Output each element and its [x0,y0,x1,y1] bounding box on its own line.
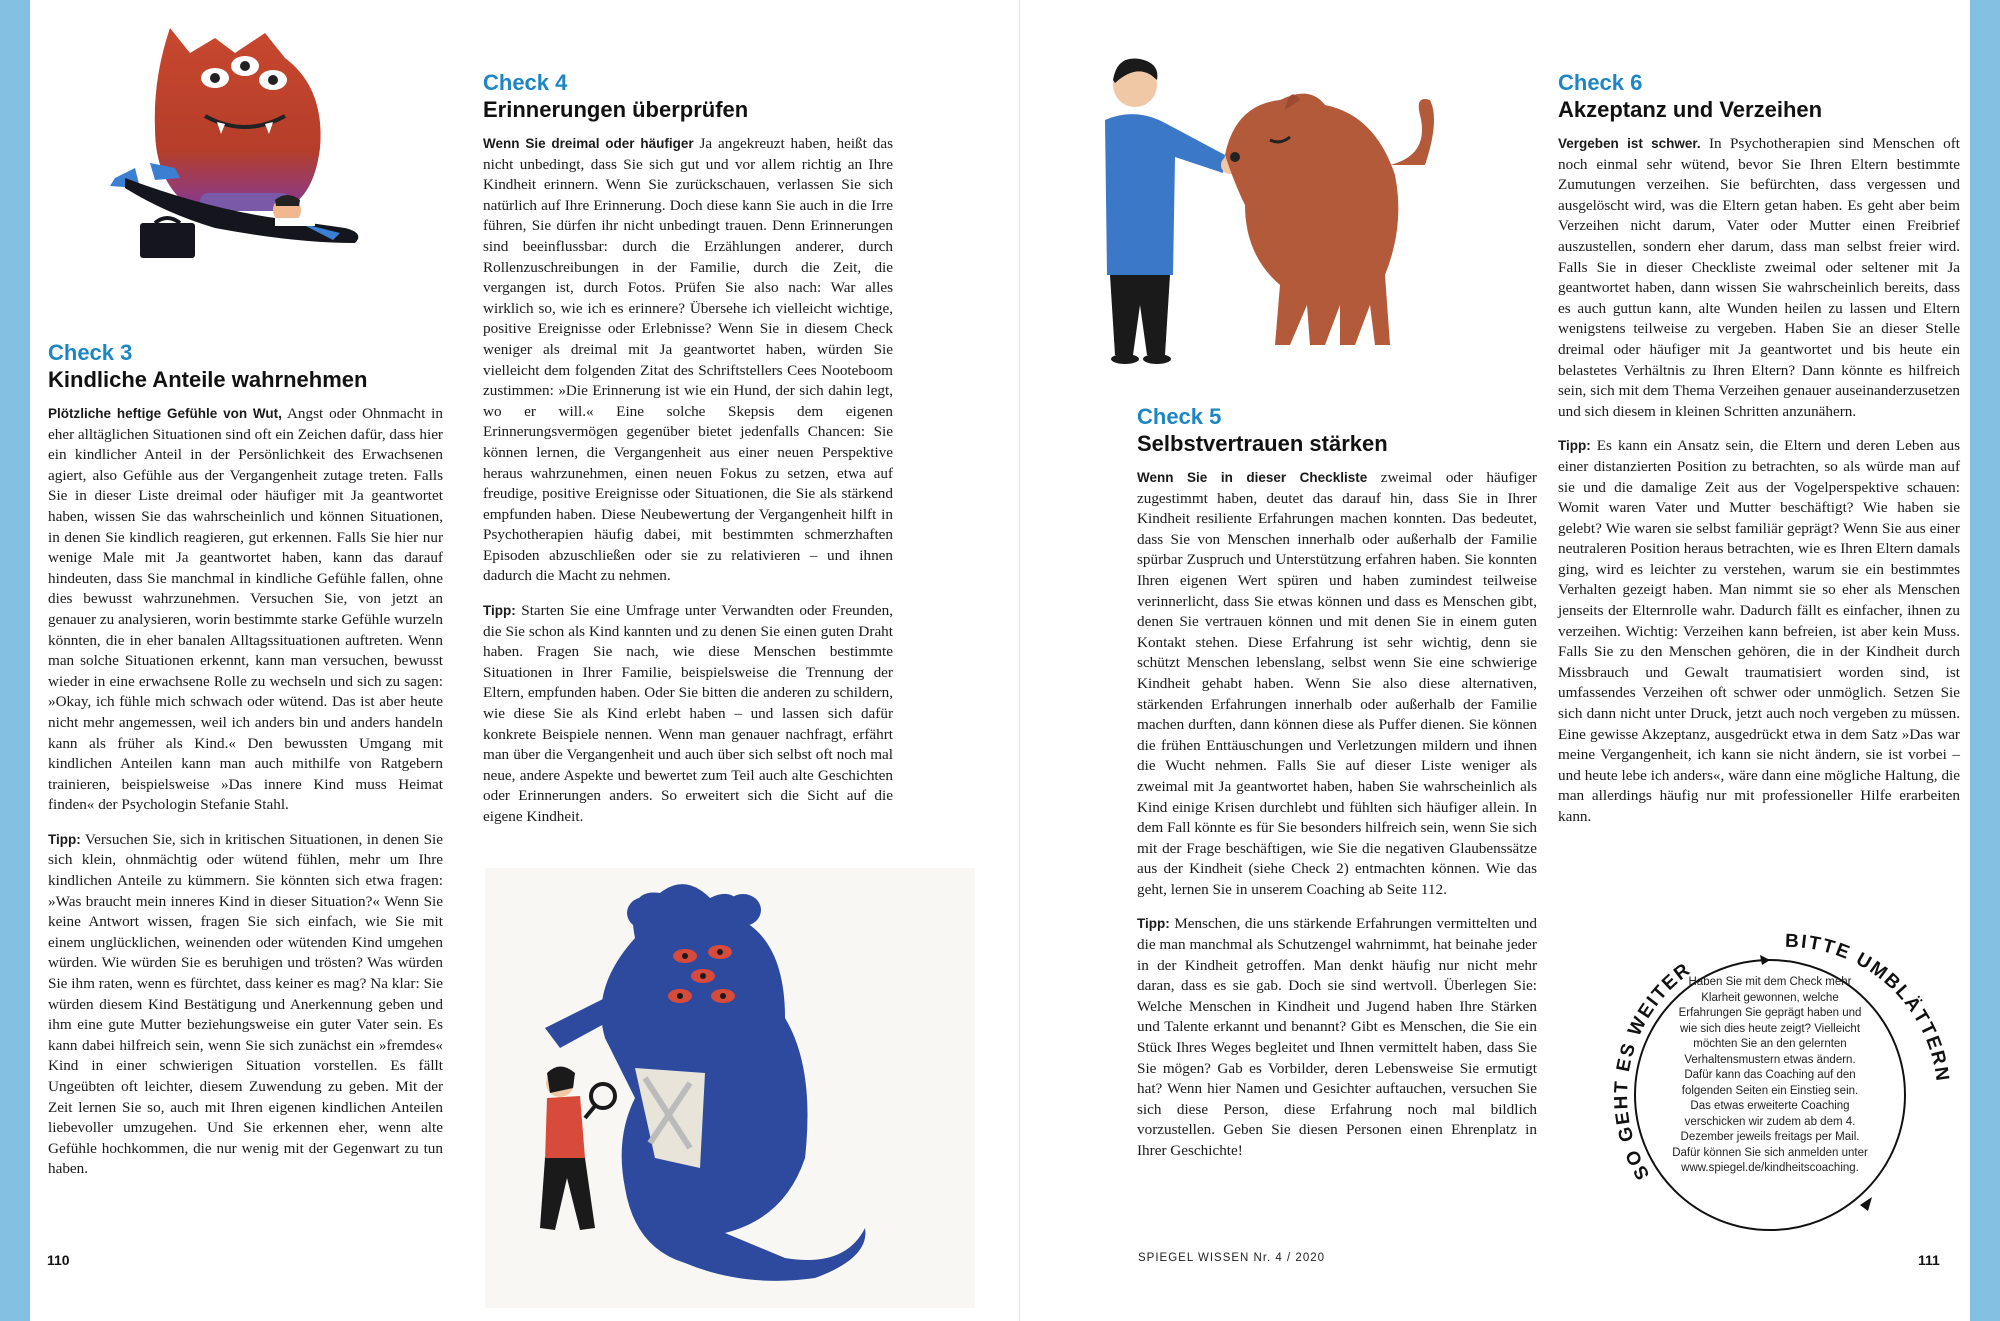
blue-monster-icon [485,868,975,1308]
man-with-dog-icon [1085,45,1485,375]
check4-body-paragraph [483,134,893,587]
check5-kicker: Check 5 [1137,404,1222,429]
check6-tip-label: Tipp: [1558,438,1591,454]
check4-tip-label: Tipp: [483,603,516,619]
check5-tip-label: Tipp: [1137,916,1170,932]
check3-section [48,340,443,1194]
check6-kicker: Check 6 [1558,70,1643,95]
check3-headline: Kindliche Anteile wahrnehmen [48,367,368,392]
check6-headline: Akzeptanz und Verzeihen [1558,97,1823,122]
page-number-right: 111 [1918,1252,1940,1268]
continue-box [1580,915,1960,1260]
check4-headline: Erinnerungen überprüfen [483,97,749,122]
check5-tip-paragraph [1137,914,1537,1161]
continue-arc-right: BITTE UMBLÄTTERN [1784,930,1953,1085]
check5-lead: Wenn Sie in dieser Checkliste [1137,470,1368,485]
check3-lead: Plötzliche heftige Gefühle von Wut, [48,406,282,421]
check5-body: zweimal oder häufiger zugestimmt haben, deutet das darauf hin, dass Sie in Ihrer Kindheit resiliente Erfahrungen machen konnten. Das bedeutet, dass Sie von Menschen innerhalb oder außerhalb der Familie spürbar Zuspruch und Unterstützung erfahren haben. Sie konnten Ihren eigenen Wert spüren und haben zumindest teilweise verinnerlicht, dass Sie etwas können und dass es Menschen gibt, denen Sie vertrauen können und mit denen Sie in einem guten Kontakt stehen. Diese Erfahrung ist sehr wichtig, denn sie schützt Menschen lebenslang, selbst wenn Sie eine schwierige Kindheit gehabt haben. Wenn Sie also diese alternativen, stärkenden Erfahrungen innerhalb oder außerhalb der Familie machen durften, dann können diese als Puffer dienen. Sie können die frühen Enttäuschungen und Verletzungen mildern und ihnen die Wucht nehmen. Falls Sie auf dieser Liste weniger als zweimal mit Ja geantwortet haben, haben Sie wahrscheinlich als Kind einige Krisen durchlebt und fühlten sich häufiger allein. In dem Fall könnte es für Sie besonders hilfreich sein, wenn Sie sich mit der Frage beschäftigen, wie Sie die negativen Glaubenssätze aus der Kindheit (siehe Check 2) entmachten können. Wie das geht, lernen Sie in unserem Coaching ab Seite 112. [1137,469,1537,898]
check4-lead: Wenn Sie dreimal oder häufiger [483,136,694,151]
check3-tip-label: Tipp: [48,831,81,847]
check3-body: Angst oder Ohnmacht in eher alltäglichen Situationen sind oft ein Zeichen dafür, dass hier ein kindlicher Anteil in der Persönlichkeit des Erwachsenen agiert, also Gefühle aus der Vergangenheit zutage treten. Falls Sie in dieser Liste dreimal oder häufiger mit Ja geantwortet haben, wissen Sie das wahrscheinlich und können Situationen, in denen Sie kindlich reagieren, gut erkennen. Falls Sie hier nur wenige Male mit Ja geantwortet haben, kann das darauf hindeuten, dass Sie manchmal in kindliche Gefühle fallen, ohne dies bewusst wahrzunehmen. Versuchen Sie, von jetzt an genauer zu analysieren, worin bestimmte starke Gefühle wurzeln könnten, die in eher banalen Alltagssituationen auftreten. Wenn man solche Situationen erkennt, kann man versuchen, bewusst wieder in eine erwachsene Rolle zu wechseln und sich zu sagen: »Okay, ich fühle mich schwach oder wütend. Das ist aber heute nicht mehr angemessen, weil ich anders bin und anders handeln kann als früher als Kind.« Den bewussten Umgang mit kindlichen Anteilen kann man auch mithilfe von Ratgebern trainieren, beispielsweise »Das innere Kind muss Heimat finden« der Psychologin Stefanie Stahl. [48,405,443,814]
check4-section [483,70,893,842]
check5-section [1137,404,1537,1176]
check3-body-paragraph [48,404,443,816]
check3-tip-paragraph [48,830,443,1180]
left-page [30,0,1020,1321]
check5-tip: Menschen, die uns stärkende Erfahrungen vermittelten und die man manchmal als Schutzengel wahrnimmt, hat beinahe jeder in der Kindheit getroffen. Man denkt häufig nur nicht mehr daran, dass es sie gab. Doch sie sind wertvoll. Überlegen Sie: Welche Menschen in Kindheit und Jugend haben Ihre Stärken und Talente erkannt und benannt? Gibt es Menschen, die Sie ein Stück Ihres Weges begleitet und Ihnen vermittelt haben, dass Sie Sie mögen? Gab es Vorbilder, deren Lebensweise Sie ermutigt hat? Wenn hier Namen und Gesichter auftauchen, versuchen Sie sich diese Person, diese Erfahrung noch mal bildlich vorzustellen. Geben Sie diesen Personen einen Ehrenplatz in Ihrer Geschichte! [1137,915,1537,1159]
check4-body: Ja angekreuzt haben, heißt das nicht unbedingt, dass Sie sich gut und vor allem richtig an Ihre Kindheit erinnern. Wenn Sie zurückschauen, verlassen Sie sich natürlich auf Ihre Erinnerung. Doch diese kann Sie auch in die Irre führen, Sie dürfen ihr nicht unbedingt trauen. Denn Erinnerungen sind beeinflussbar: durch die Erzählungen anderer, durch Rollenzuschreibungen in der Familie, durch die Zeit, die vergangen ist, durch Fotos. Prüfen Sie also nach: War alles wirklich so, wie ich es erinnere? Übersehe ich vielleicht wichtige, positive Ereignisse oder Erlebnisse? Wenn Sie in diesem Check weniger als dreimal mit Ja geantwortet haben, würden Sie vielleicht dem folgenden Zitat des Schriftstellers Cees Nooteboom zustimmen: »Die Erinnerung ist wie ein Hund, der sich dahin legt, wo er will.« Eine solche Skepsis dem eigenen Erinnerungsvermögen gegenüber bietet jedenfalls Chancen: Sie können lernen, die Vergangenheit aus einer neuen Perspektive heraus wahrzunehmen, einen neuen Fokus zu setzen, etwa auf freudige, positive Ereignisse oder Situationen, die Sie als stärkend empfunden haben. Diese Neubewertung der Vergangenheit hilft in Psychotherapien häufig dabei, mit bestimmten schmerzhaften Episoden abzuschließen oder sie zu relativieren – und ihnen dadurch die Macht zu nehmen. [483,135,893,585]
check3-kicker: Check 3 [48,340,133,365]
check4-kicker: Check 4 [483,70,568,95]
red-monster-icon [95,18,395,263]
page-number-left: 110 [47,1252,70,1268]
check4-tip-paragraph [483,601,893,828]
check6-tip: Es kann ein Ansatz sein, die Eltern und deren Leben aus einer distanzierten Position zu betrachten, so als würde man auf sie und die damalige Zeit aus der Vogelperspektive schauen: Womit waren Vater und Mutter beschäftigt? Wie haben sie gelebt? Wie waren sie selbst familiär geprägt? Wenn Sie aus einer neutraleren Position heraus betrachten, wie es Ihren Eltern damals ging, wird es leichter zu verstehen, warum sie ein bestimmtes Verhalten gezeigt haben. Man nimmt sie so eher als Menschen jenseits der Elternrolle wahr. Dadurch fällt es einfacher, ihnen zu verzeihen. Wichtig: Verzeihen kann befreien, ist aber kein Muss. Falls Sie zu den Menschen gehören, die in der Kindheit durch Missbrauch und Gewalt traumatisiert worden sind, ist umfassendes Verzeihen oft schwer oder unmöglich. Setzen Sie sich dann nicht unter Druck, jetzt auch noch vergeben zu müssen. Eine gewisse Akzeptanz, ausgedrückt etwa in dem Satz »Das war meine Vergangenheit, ich kann sie nicht ändern, sie ist vorbei – und heute lebe ich anders«, wäre dann eine mögliche Haltung, die man allerdings häufig nur mit professioneller Hilfe erarbeiten kann. [1558,437,1960,825]
check4-tip: Starten Sie eine Umfrage unter Verwandten oder Freunden, die Sie schon als Kind kannten und zu denen Sie einen guten Draht haben. Fragen Sie nach, wie diese Menschen bestimmte Situationen in Ihrer Familie, beispielsweise die Trennung der Eltern, empfunden haben. Oder Sie bitten die anderen zu schildern, wie diese Sie als Kind erlebt haben – und lassen sich dafür konkrete Beispiele nennen. Wenn man genauer nachfragt, erfährt man über die Vergangenheit und auch über sich selbst oft noch mal neue, andere Aspekte und bewertet zum Teil auch alte Geschichten oder Erinnerungen anders. So erweitert sich die Sicht auf die eigene Kindheit. [483,602,893,825]
right-page [1020,0,1970,1321]
check6-tip-paragraph [1558,436,1960,827]
check6-lead: Vergeben ist schwer. [1558,136,1701,151]
check5-body-paragraph [1137,468,1537,900]
check5-headline: Selbstvertrauen stärken [1137,431,1388,456]
check6-section [1558,70,1960,842]
continue-arc-left: SO GEHT ES WEITER [1610,958,1696,1184]
check6-body-paragraph [1558,134,1960,422]
check3-tip: Versuchen Sie, sich in kritischen Situationen, in denen Sie sich klein, ohnmächtig oder wütend fühlen, mehr um Ihre kindlichen Anteile zu kümmern. Sie könnten sich etwa fragen: »Was braucht mein inneres Kind in dieser Situation?« Wenn Sie keine Antwort wissen, fragen Sie sich einfach, wie Sie mit einem unglücklichen, weinenden oder wütenden Kind umgehen würden. Wie würden Sie es beruhigen und trösten? Was würden Sie ihm raten, wenn es fürchtet, dass keiner es mag? Na klar: Sie würden diesem Kind Bestätigung und Anerkennung geben und ihm eine gute Mutter beziehungsweise ein guter Vater sein. Es kann dabei hilfreich sein, wenn Sie sich zunächst ein »fremdes« Kind in einer schwierigen Situation vorstellen. Es fällt Ungeübten oft leichter, diesem Zuwendung zu geben. Mit der Zeit lernen Sie so, auch mit Ihren eigenen kindlichen Anteilen liebevoller umzugehen. Und Sie erkennen eher, wenn alte Gefühle hochkommen, die nur wenig mit der Gegenwart zu tun haben. [48,830,443,1178]
magazine-footer: SPIEGEL WISSEN Nr. 4 / 2020 [1138,1252,1326,1264]
continue-text: Haben Sie mit dem Check mehr Klarheit gewonnen, welche Erfahrungen Sie geprägt haben und wie sich dies heute zeigt? Vielleicht möchten Sie an den gelernten Verhaltensmustern etwas ändern. Dafür kann das Coaching auf den folgenden Seiten ein Einstieg sein. Das etwas erweiterte Coaching verschicken wir zudem ab dem 4. Dezember jeweils freitags per Mail. Dafür können Sie sich anmelden unter www.spiegel.de/kindheitscoaching. [1672,976,1868,1174]
check6-body: In Psychotherapien sind Menschen oft noch einmal sehr wütend, bevor Sie Ihren Eltern bestimmte Zumutungen verzeihen. Sie befürchten, dass vergessen und ausgelöscht wird, was die Eltern getan haben. Es geht aber beim Verzeihen nicht darum, Vater oder Mutter einen Freibrief auszustellen, sondern eher darum, dass man selbst freier wird. Falls Sie in dieser Checkliste zweimal oder seltener mit Ja geantwortet haben, dann wissen Sie wahrscheinlich bereits, dass es auch guttun kann, alte Wunden heilen zu lassen und Eltern wenigstens teilweise zu vergeben. Haben Sie an dieser Stelle dreimal oder häufiger mit Ja geantwortet und bis heute ein belastetes Verhältnis zu Ihren Eltern? Dann könnte es hilfreich sein, sich mit dem Thema Verzeihen genauer auseinanderzusetzen und sich diesem in kleinen Schritten anzunähern. [1558,135,1960,420]
